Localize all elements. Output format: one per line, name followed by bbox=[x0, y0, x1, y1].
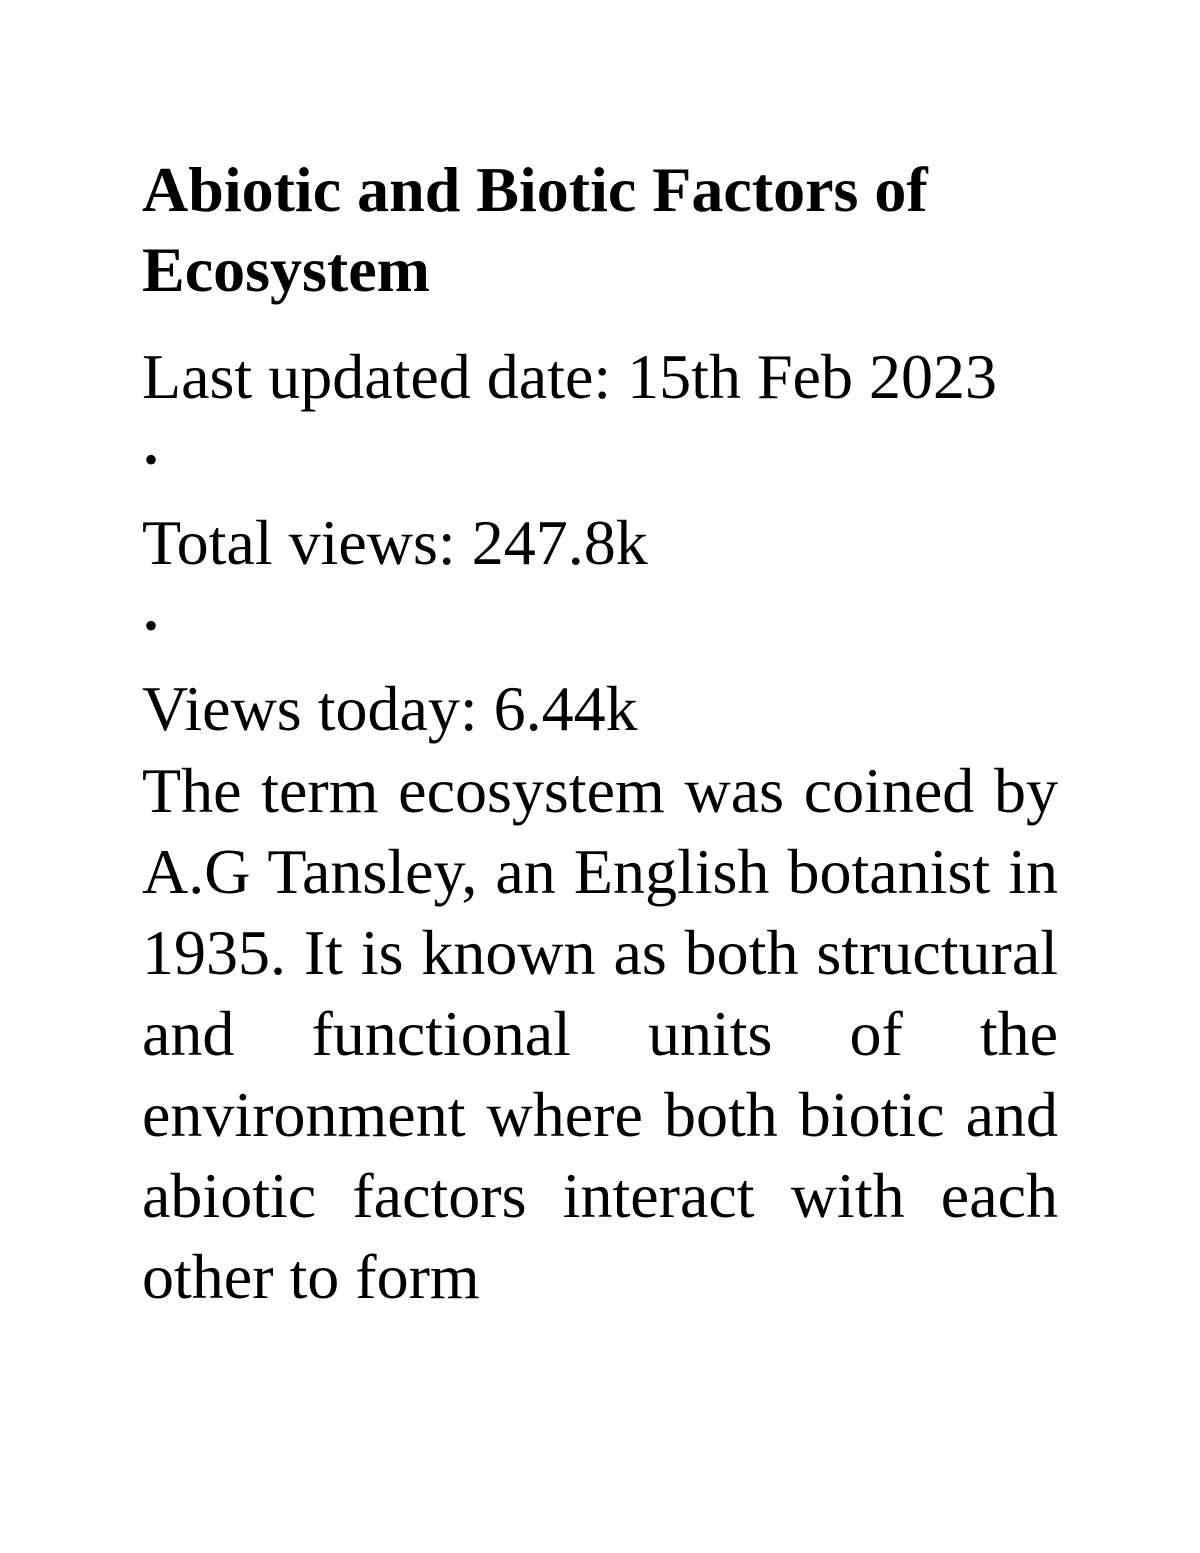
total-views: Total views: 247.8k bbox=[142, 507, 648, 578]
article-body: The term ecosystem was coined by A.G Tansley, an English botanist in 1935. It is known as both structural and functional units of the environment where both biotic and abiotic factors interact with each other to form bbox=[142, 755, 1058, 1312]
meta-separator: • bbox=[144, 603, 159, 648]
last-updated-date: Last updated date: 15th Feb 2023 bbox=[142, 341, 997, 412]
article bbox=[142, 150, 1058, 1317]
meta-separator: • bbox=[144, 437, 159, 482]
article-title: Abiotic and Biotic Factors of Ecosystem bbox=[142, 154, 928, 305]
article-meta bbox=[142, 336, 1058, 750]
views-today: Views today: 6.44k bbox=[142, 673, 638, 744]
